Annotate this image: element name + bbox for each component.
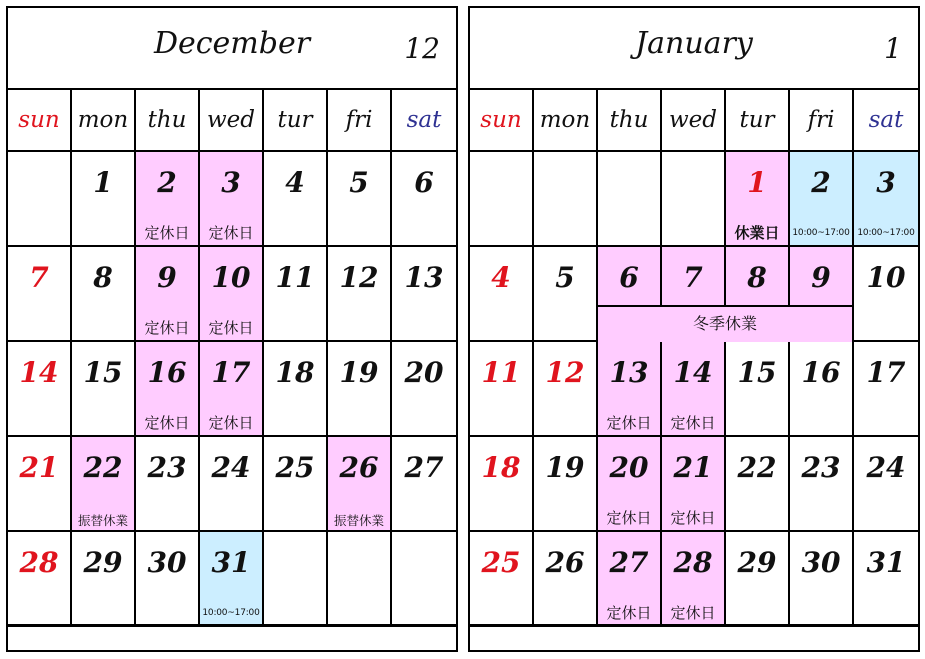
day-number: 18 <box>481 451 521 484</box>
day-number: 20 <box>404 356 444 389</box>
month-number: 1 <box>884 32 902 65</box>
weekday-sat: sat <box>854 88 918 152</box>
day-note: 定休日 <box>208 414 254 432</box>
day-note: 振替休業 <box>333 513 384 528</box>
day-number: 13 <box>609 356 649 389</box>
day-cell <box>854 152 918 247</box>
day-cell <box>534 532 598 627</box>
weekday-sun: sun <box>470 88 534 152</box>
weekday-wed: wed <box>662 88 726 152</box>
day-cell <box>72 437 136 532</box>
day-cell <box>8 437 72 532</box>
weekday-tur: tur <box>264 88 328 152</box>
month-name: December <box>153 26 311 61</box>
day-note: 定休日 <box>144 224 190 242</box>
day-number: 12 <box>339 261 379 294</box>
day-cell <box>854 342 918 437</box>
day-number: 25 <box>275 451 315 484</box>
day-number: 9 <box>157 261 177 294</box>
day-cell <box>726 437 790 532</box>
day-cell <box>534 247 598 342</box>
day-cell <box>790 532 854 627</box>
day-note: 10:00~17:00 <box>792 228 850 238</box>
day-number: 5 <box>555 261 575 294</box>
day-cell <box>136 342 200 437</box>
day-cell <box>392 437 456 532</box>
day-number: 29 <box>83 546 123 579</box>
day-note: 定休日 <box>606 604 652 622</box>
day-cell <box>328 342 392 437</box>
day-cell <box>392 152 456 247</box>
day-number: 5 <box>349 166 369 199</box>
day-cell <box>790 437 854 532</box>
day-cell <box>328 437 392 532</box>
day-cell <box>662 342 726 437</box>
day-note: 定休日 <box>670 509 716 527</box>
calendar-footer <box>470 624 918 650</box>
day-cell <box>264 437 328 532</box>
day-number: 12 <box>545 356 585 389</box>
day-cell <box>854 532 918 627</box>
day-cell <box>392 342 456 437</box>
day-cell <box>328 247 392 342</box>
day-number: 3 <box>221 166 241 199</box>
day-number: 6 <box>619 261 639 294</box>
day-note: 定休日 <box>144 319 190 337</box>
day-cell <box>854 437 918 532</box>
day-cell <box>8 247 72 342</box>
winter-break-bar: 冬季休業 <box>598 305 854 342</box>
day-note: 定休日 <box>670 414 716 432</box>
day-cell <box>328 152 392 247</box>
day-number: 13 <box>404 261 444 294</box>
day-cell <box>854 247 918 342</box>
day-number: 25 <box>481 546 521 579</box>
day-number: 31 <box>866 546 906 579</box>
day-number: 11 <box>481 356 521 389</box>
day-cell <box>470 437 534 532</box>
day-cell <box>200 532 264 627</box>
day-number: 8 <box>93 261 113 294</box>
january-calendar <box>468 6 920 652</box>
day-number: 14 <box>673 356 713 389</box>
day-number: 16 <box>801 356 841 389</box>
day-cell <box>72 342 136 437</box>
month-header <box>470 8 918 90</box>
weekday-fri: fri <box>328 88 392 152</box>
day-number: 30 <box>801 546 841 579</box>
day-note: 10:00~17:00 <box>202 608 260 618</box>
calendar-grid <box>8 88 456 624</box>
month-header <box>8 8 456 90</box>
weekday-tur: tur <box>726 88 790 152</box>
weekday-fri: fri <box>790 88 854 152</box>
day-number: 3 <box>876 166 896 199</box>
calendar-footer <box>8 624 456 650</box>
day-cell <box>136 532 200 627</box>
day-cell <box>392 532 456 627</box>
day-note: 休業日 <box>734 224 780 242</box>
day-number: 15 <box>737 356 777 389</box>
day-number: 4 <box>285 166 305 199</box>
weekday-mon: mon <box>72 88 136 152</box>
day-note: 定休日 <box>144 414 190 432</box>
day-cell <box>392 247 456 342</box>
day-cell <box>470 152 534 247</box>
day-cell <box>72 152 136 247</box>
day-note: 振替休業 <box>77 513 128 528</box>
day-number: 17 <box>211 356 251 389</box>
day-number: 26 <box>545 546 585 579</box>
day-cell <box>72 532 136 627</box>
day-cell <box>328 532 392 627</box>
day-number: 1 <box>93 166 113 199</box>
day-number: 26 <box>339 451 379 484</box>
day-number: 23 <box>801 451 841 484</box>
day-cell <box>598 532 662 627</box>
day-number: 20 <box>609 451 649 484</box>
day-number: 10 <box>866 261 906 294</box>
day-cell <box>8 532 72 627</box>
day-note: 定休日 <box>208 319 254 337</box>
day-cell <box>598 152 662 247</box>
day-number: 2 <box>811 166 831 199</box>
day-number: 28 <box>19 546 59 579</box>
day-number: 30 <box>147 546 187 579</box>
day-cell <box>662 152 726 247</box>
day-number: 22 <box>83 451 123 484</box>
month-name: January <box>635 26 753 61</box>
day-cell <box>790 342 854 437</box>
day-cell <box>136 152 200 247</box>
day-number: 1 <box>747 166 767 199</box>
day-number: 8 <box>747 261 767 294</box>
day-number: 7 <box>683 261 703 294</box>
month-number: 12 <box>404 32 440 65</box>
day-cell <box>200 342 264 437</box>
day-number: 19 <box>339 356 379 389</box>
day-cell <box>200 152 264 247</box>
day-number: 31 <box>211 546 251 579</box>
day-cell <box>598 437 662 532</box>
day-number: 6 <box>414 166 434 199</box>
day-cell <box>662 532 726 627</box>
day-cell <box>726 342 790 437</box>
day-cell <box>264 247 328 342</box>
day-cell <box>470 342 534 437</box>
day-note: 定休日 <box>670 604 716 622</box>
day-number: 24 <box>866 451 906 484</box>
day-cell <box>72 247 136 342</box>
day-number: 24 <box>211 451 251 484</box>
day-number: 17 <box>866 356 906 389</box>
day-cell <box>534 152 598 247</box>
day-cell <box>8 152 72 247</box>
weekday-thu: thu <box>136 88 200 152</box>
day-cell <box>790 152 854 247</box>
day-number: 28 <box>673 546 713 579</box>
day-cell <box>470 532 534 627</box>
day-number: 9 <box>811 261 831 294</box>
day-cell <box>726 152 790 247</box>
day-number: 27 <box>404 451 444 484</box>
day-number: 14 <box>19 356 59 389</box>
day-cell <box>200 437 264 532</box>
day-note: 定休日 <box>606 414 652 432</box>
day-number: 7 <box>29 261 49 294</box>
day-cell <box>726 532 790 627</box>
weekday-thu: thu <box>598 88 662 152</box>
day-number: 16 <box>147 356 187 389</box>
calendar-grid <box>470 88 918 624</box>
day-cell <box>534 437 598 532</box>
day-number: 11 <box>275 261 315 294</box>
day-cell <box>662 437 726 532</box>
day-number: 21 <box>673 451 713 484</box>
day-number: 27 <box>609 546 649 579</box>
day-number: 19 <box>545 451 585 484</box>
day-number: 10 <box>211 261 251 294</box>
day-cell <box>470 247 534 342</box>
day-note: 10:00~17:00 <box>857 228 915 238</box>
day-number: 29 <box>737 546 777 579</box>
day-number: 15 <box>83 356 123 389</box>
day-note: 定休日 <box>208 224 254 242</box>
day-cell <box>264 532 328 627</box>
day-cell <box>136 247 200 342</box>
day-cell <box>598 342 662 437</box>
day-cell <box>534 342 598 437</box>
day-note: 定休日 <box>606 509 652 527</box>
day-number: 18 <box>275 356 315 389</box>
day-number: 22 <box>737 451 777 484</box>
day-cell <box>264 152 328 247</box>
december-calendar <box>6 6 458 652</box>
weekday-sun: sun <box>8 88 72 152</box>
day-number: 21 <box>19 451 59 484</box>
day-cell <box>264 342 328 437</box>
day-number: 4 <box>491 261 511 294</box>
weekday-sat: sat <box>392 88 456 152</box>
day-number: 23 <box>147 451 187 484</box>
day-number: 2 <box>157 166 177 199</box>
day-cell <box>200 247 264 342</box>
day-cell <box>136 437 200 532</box>
weekday-mon: mon <box>534 88 598 152</box>
day-cell <box>8 342 72 437</box>
weekday-wed: wed <box>200 88 264 152</box>
